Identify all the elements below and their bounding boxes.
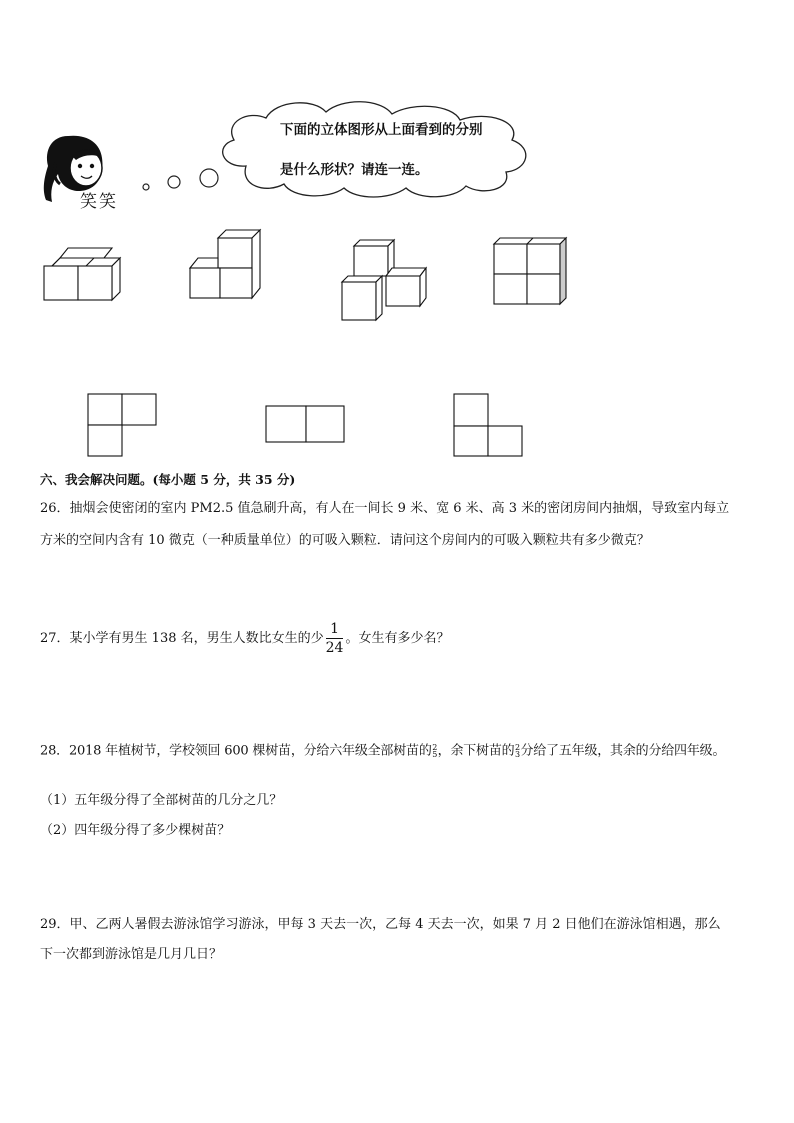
q28-frac-2-den: 3 — [515, 750, 520, 759]
q29-line-1: 29．甲、乙两人暑假去游泳馆学习游泳，甲每 3 天去一次，乙每 4 天去一次，如果 7 月 2 日他们在游泳馆相遇，那么 — [40, 917, 721, 932]
q27-fraction — [326, 622, 344, 655]
solid-figure-4 — [488, 232, 572, 308]
q27-before: 27．某小学有男生 138 名，男生人数比女生的少 — [40, 631, 324, 646]
bubble-line-1: 下面的立体图形从上面看到的分别 — [280, 122, 483, 138]
section-title: 六、我会解决问题。(每小题 5 分，共 35 分) — [40, 472, 296, 487]
top-view-2 — [264, 404, 348, 444]
q29-line-2: 下一次都到游泳馆是几月几日？ — [40, 947, 223, 962]
q28-frac-1-den: 5 — [432, 750, 438, 759]
solid-figure-1 — [40, 242, 130, 304]
q28-frac-2-num: 2 — [515, 743, 520, 752]
thought-bubble — [136, 96, 586, 206]
q27-frac-num: 1 — [326, 622, 344, 639]
q26-line-1: 26．抽烟会使密闭的室内 PM2.5 值急刷升高，有人在一间长 9 米、宽 6 米、高 3 米的密闭房间内抽烟，导致室内每立 — [40, 501, 730, 516]
q28-text — [40, 744, 725, 758]
solid-figure-2 — [186, 226, 270, 302]
q28-part-1: 28．2018 年植树节，学校领回 600 棵树苗，分给六年级全部树苗的 — [40, 743, 432, 759]
solid-figure-3 — [336, 236, 430, 326]
q28-frac-1-num: 2 — [432, 743, 438, 752]
q27-after: 。女生有多少名？ — [345, 631, 450, 646]
top-view-1 — [86, 392, 158, 458]
character-caption: 笑笑 — [80, 192, 118, 212]
bubble-line-2: 是什么形状？请连一连。 — [280, 162, 429, 178]
q26-line-2: 方米的空间内含有 10 微克（一种质量单位）的可吸入颗粒．请问这个房间内的可吸入颗粒共有多少微克？ — [40, 533, 650, 548]
q28-part-3: 分给了五年级，其余的分给四年级。 — [520, 743, 726, 759]
q28-sub-2: （2）四年级分得了多少棵树苗？ — [40, 823, 231, 838]
q28-part-2: ，余下树苗的 — [437, 743, 515, 759]
top-view-3 — [452, 392, 526, 458]
q27-text — [40, 620, 449, 658]
q27-frac-den: 24 — [325, 640, 344, 656]
q28-sub-1: （1）五年级分得了全部树苗的几分之几？ — [40, 793, 283, 808]
